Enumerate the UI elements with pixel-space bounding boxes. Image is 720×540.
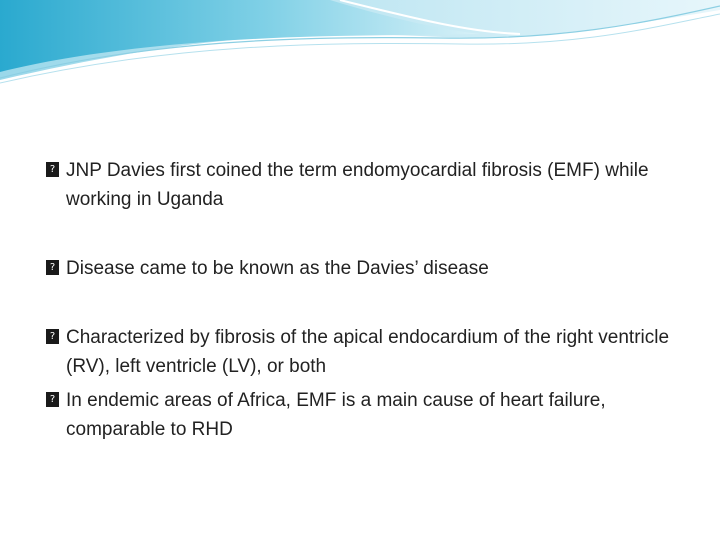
bullet-marker-icon: ? bbox=[46, 162, 59, 177]
slide-body bbox=[46, 156, 696, 444]
bullet-text: In endemic areas of Africa, EMF is a main cause of heart failure, comparable to RHD bbox=[66, 390, 606, 440]
bullet-item bbox=[46, 323, 696, 381]
decorative-wave-header bbox=[0, 0, 720, 90]
bullet-marker-icon: ? bbox=[46, 260, 59, 275]
bullet-text: Characterized by fibrosis of the apical endocardium of the right ventricle (RV), left ventricle (LV), or both bbox=[66, 327, 670, 377]
bullet-text: JNP Davies first coined the term endomyocardial fibrosis (EMF) while working in Uganda bbox=[66, 160, 649, 210]
bullet-marker-icon: ? bbox=[46, 329, 59, 344]
bullet-marker-icon: ? bbox=[46, 392, 59, 407]
bullet-item bbox=[46, 156, 696, 214]
bullet-item bbox=[46, 386, 696, 444]
bullet-item bbox=[46, 254, 696, 283]
bullet-text: Disease came to be known as the Davies’ disease bbox=[66, 258, 489, 279]
